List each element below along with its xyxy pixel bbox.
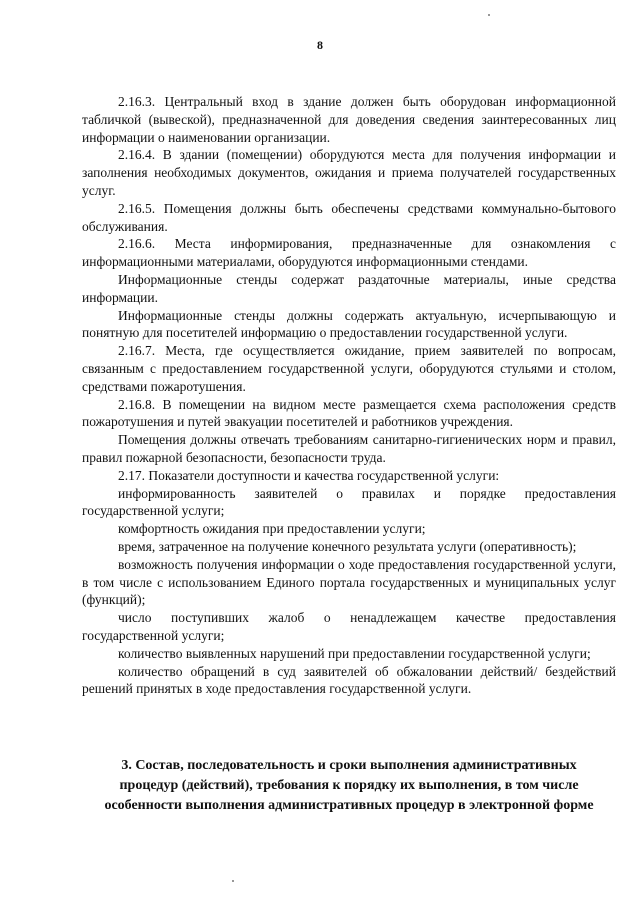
paragraph-2-16-5: 2.16.5. Помещения должны быть обеспечены средствами коммунально-бытового обслуживания. — [82, 200, 616, 234]
indicator-efficiency: время, затраченное на получение конечного результата услуги (оперативность); — [118, 538, 577, 554]
scan-speck — [488, 14, 490, 16]
scan-speck — [232, 880, 234, 882]
paragraph-2-16-7: 2.16.7. Места, где осуществляется ожидание, прием заявителей по вопросам, связанным с предоставлением государственной услуги, оборудуются стульями и столом, средствами пожаротушения. — [82, 343, 616, 394]
indicator-complaints: число поступивших жалоб о ненадлежащем качестве предоставления государственной услуги; — [82, 610, 616, 643]
paragraph-2-16-3: 2.16.3. Центральный вход в здание должен быть оборудован информационной табличкой (вывеской), предназначенной для доведения сведения заинтересованных лиц информации о наименовании организации. — [82, 94, 616, 145]
paragraph-2-17: 2.17. Показатели доступности и качества государственной услуги: — [118, 467, 500, 483]
paragraph-2-16-4: 2.16.4. В здании (помещении) оборудуются места для получения информации и заполнения необходимых документов, ожидания и приема получателей государственных услуг. — [82, 147, 616, 198]
heading-line: особенности выполнения административных процедур в электронной форме — [104, 798, 594, 813]
indicator-information-access: возможность получения информации о ходе предоставления государственной услуги, в том числе с использованием Единого портала государственных и муниципальных услуг (функций); — [82, 556, 616, 608]
indicator-violations: количество выявленных нарушений при предоставлении государственной услуги; — [118, 645, 591, 661]
heading-line: 3. Состав, последовательность и сроки выполнения административных — [121, 758, 577, 773]
indicator-court-appeals: количество обращений в суд заявителей об обжаловании действий/ бездействий решений принятых в ходе предоставления государственной услуги. — [82, 663, 616, 697]
heading-line: процедур (действий), требования к порядку их выполнения, в том числе — [119, 778, 579, 793]
paragraph-info-stands-content: Информационные стенды должны содержать актуальную, исчерпывающую и понятную для посетителей информацию о предоставлении государственной услуги. — [82, 307, 616, 341]
paragraph-2-16-6: 2.16.6. Места информирования, предназначенные для ознакомления с информационными материалами, оборудуются информационными стендами. — [82, 236, 616, 270]
indicator-informedness: информированность заявителей о правилах и порядке предоставления государственной услуги; — [82, 485, 616, 519]
section-3-heading — [80, 756, 618, 816]
document-body — [82, 93, 616, 698]
paragraph-info-stands-materials: Информационные стенды содержат раздаточные материалы, иные средства информации. — [82, 271, 616, 305]
page-number: 8 — [317, 38, 323, 52]
indicator-waiting-comfort: комфортность ожидания при предоставлении услуги; — [118, 521, 426, 537]
paragraph-2-16-8: 2.16.8. В помещении на видном месте размещается схема расположения средств пожаротушения и путей эвакуации посетителей и работников учреждения. — [82, 396, 616, 430]
paragraph-premises-requirements: Помещения должны отвечать требованиям санитарно-гигиенических норм и правил, правил пожарной безопасности, безопасности труда. — [82, 432, 616, 465]
